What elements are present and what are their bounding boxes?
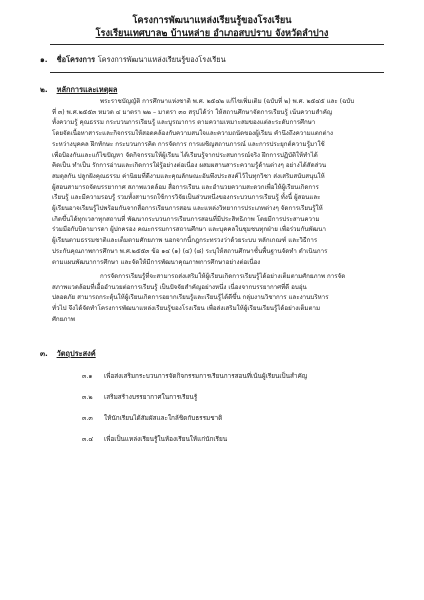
text-line: พระราชบัญญัติ การศึกษาแห่งชาติ พ.ศ. ๒๕๔๒ แก้ไขเพิ่มเติม (ฉบับที่ ๒) พ.ศ. ๒๕๔๕ และ (ฉบับ: [100, 98, 355, 105]
school-name: โรงเรียนเทศบาล๒ บ้านหล่าย อำเภอสบปราบ จังหวัดลำปาง: [95, 28, 329, 39]
item-text: เพื่อเป็นแหล่งเรียนรู้ในห้องเรียนให้แก่นักเรียน: [104, 435, 228, 443]
section-label: ชื่อโครงการ: [56, 55, 96, 64]
item-text: เพื่อส่งเสริมกระบวนการจัดกิจกรรมการเรียนการสอนที่เน้นผู้เรียนเป็นสำคัญ: [104, 372, 308, 380]
text-line: สมดุลกัน ปลูกฝังคุณธรรม ค่านิยมที่ดีงามและคุณลักษณะอันพึงประสงค์ไว้ในทุกวิชา ส่งเสริมสนับสนุนให้: [52, 172, 325, 180]
text-line: คิดเป็น ทำเป็น รักการอ่านและเกิดการใฝ่รู้อย่างต่อเนื่อง ผสมผสานสาระความรู้ด้านต่างๆ อย่างได้สัดส่วน: [52, 162, 327, 170]
text-line: ผู้สอนสามารถจัดบรรยากาศ สภาพแวดล้อม สื่อการเรียน และอำนวยความสะดวกเพื่อให้ผู้เรียนเกิดการ: [52, 183, 319, 191]
section-rationale-heading: [40, 85, 390, 95]
text-line: ทั้งความรู้ คุณธรรม กระบวนการเรียนรู้ และบูรณาการ ตามความเหมาะสมของแต่ละระดับการศึกษา: [52, 119, 316, 127]
text-line: ที่ ๓) พ.ศ.๒๕๕๓ หมวด ๔ มาตรา ๒๒ – มาตรา ๓๐ สรุปได้ว่า ให้สถานศึกษาจัดการเรียนรู้ เน้นความสำคัญ: [52, 108, 333, 116]
project-title: โครงการพัฒนาแหล่งเรียนรู้ของโรงเรียน: [132, 15, 292, 26]
text-line: การจัดการเรียนรู้ที่จะสามารถส่งเสริมให้ผู้เรียนเกิดการเรียนรู้ได้อย่างเต็มตามศักยภาพ การจัด: [100, 273, 346, 280]
item-text: เสริมสร้างบรรยากาศในการเรียนรู้: [104, 393, 198, 401]
section-label: วัตถุประสงค์: [56, 349, 96, 358]
rationale-paragraph-2: [52, 272, 390, 326]
text-line: เกิดขึ้นได้ทุกเวลาทุกสถานที่ พัฒนากระบวนการเรียนการสอนที่มีประสิทธิภาพ โดยมีการประสานความ: [52, 215, 320, 223]
text-line: ร่วมมือกับบิดามารดา ผู้ปกครอง คณะกรรมการสถานศึกษา และบุคคลในชุมชนทุกฝ่าย เพื่อร่วมกันพัฒนา: [52, 226, 326, 234]
text-line: ผู้เรียนตามธรรมชาติและเต็มตามศักยภาพ นอกจากนี้กฎกระทรวงว่าด้วยระบบ หลักเกณฑ์ และวิธีการ: [52, 237, 318, 245]
section-objectives-heading: [40, 349, 390, 359]
section-number: ๓.: [40, 349, 48, 358]
text-line: ตามแผนพัฒนาการศึกษา และจัดให้มีการพัฒนาคุณภาพการศึกษาอย่างต่อเนื่อง: [52, 258, 261, 266]
document-header: [0, 14, 424, 40]
header-divider: [50, 44, 384, 45]
item-number: ๓.๔: [82, 435, 94, 443]
text-line: ประกันคุณภาพการศึกษา พ.ศ.๒๕๕๓ ข้อ ๑๔ (๑) (๔) (๘) ระบุให้สถานศึกษาชั้นพื้นฐานจัดทำ ดำเนินการ: [52, 247, 328, 255]
text-line: สภาพแวดล้อมที่เอื้ออำนวยต่อการเรียนรู้ เป็นปัจจัยสำคัญอย่างหนึ่ง เนื่องจากบรรยากาศที่ดี อบอุ่น: [52, 283, 307, 291]
text-line: เรียนรู้ และมีความรอบรู้ รวมทั้งสามารถใช้การวิจัยเป็นส่วนหนึ่งของกระบวนการเรียนรู้ ทั้งนี้ ผู้สอนและ: [52, 194, 321, 202]
text-line: ศักยภาพ: [52, 315, 75, 323]
text-line: ระหว่างบุคคล ฝึกทักษะ กระบวนการคิด การจัดการ การเผชิญสถานการณ์ และการประยุกต์ความรู้มาใช้: [52, 140, 325, 148]
item-number: ๓.๓: [82, 414, 93, 422]
item-number: ๓.๑: [82, 372, 93, 380]
text-line: เพื่อป้องกันและแก้ไขปัญหา จัดกิจกรรมให้ผู้เรียน ได้เรียนรู้จากประสบการณ์จริง ฝึกการปฏิบัติให้ทำได้: [52, 151, 318, 159]
list-item: [82, 387, 307, 408]
section-project-name: [40, 55, 390, 65]
item-text: ให้นักเรียนได้สัมผัสและใกล้ชิดกับธรรมชาติ: [104, 414, 223, 422]
text-line: ปลอดภัย สามารถกระตุ้นให้ผู้เรียนเกิดการอยากเรียนรู้และเรียนรู้ได้ดีขึ้น กลุ่มงานวิชาการ และงานบริหาร: [52, 294, 329, 302]
text-line: ทั่วไป จึงได้จัดทำโครงการพัฒนาแหล่งเรียนรู้ของโรงเรียน เพื่อส่งเสริมให้ผู้เรียนเรียนรู้ได้อย่างเต็มตาม: [52, 305, 321, 313]
section-number: ๒.: [40, 85, 48, 94]
item-number: ๓.๒: [82, 393, 93, 401]
text-line: โดยจัดเนื้อหาสาระและกิจกรรมให้สอดคล้องกับความสนใจและความถนัดของผู้เรียน คำนึงถึงความแตกต่าง: [52, 130, 334, 138]
section-label: หลักการและเหตุผล: [56, 85, 118, 94]
objectives-list: [82, 366, 307, 450]
list-item: [82, 408, 307, 429]
section-number: ๑.: [40, 55, 48, 64]
section-divider: [50, 72, 384, 73]
rationale-paragraph-1: [52, 97, 390, 268]
list-item: [82, 366, 307, 387]
text-line: ผู้เรียนอาจเรียนรู้ไปพร้อมกันจากสื่อการเรียนการสอน และแหล่งวิทยาการประเภทต่างๆ จัดการเรียนรู้ให้: [52, 205, 323, 213]
section-value: โครงการพัฒนาแหล่งเรียนรู้ของโรงเรียน: [97, 55, 226, 64]
list-item: [82, 429, 307, 450]
